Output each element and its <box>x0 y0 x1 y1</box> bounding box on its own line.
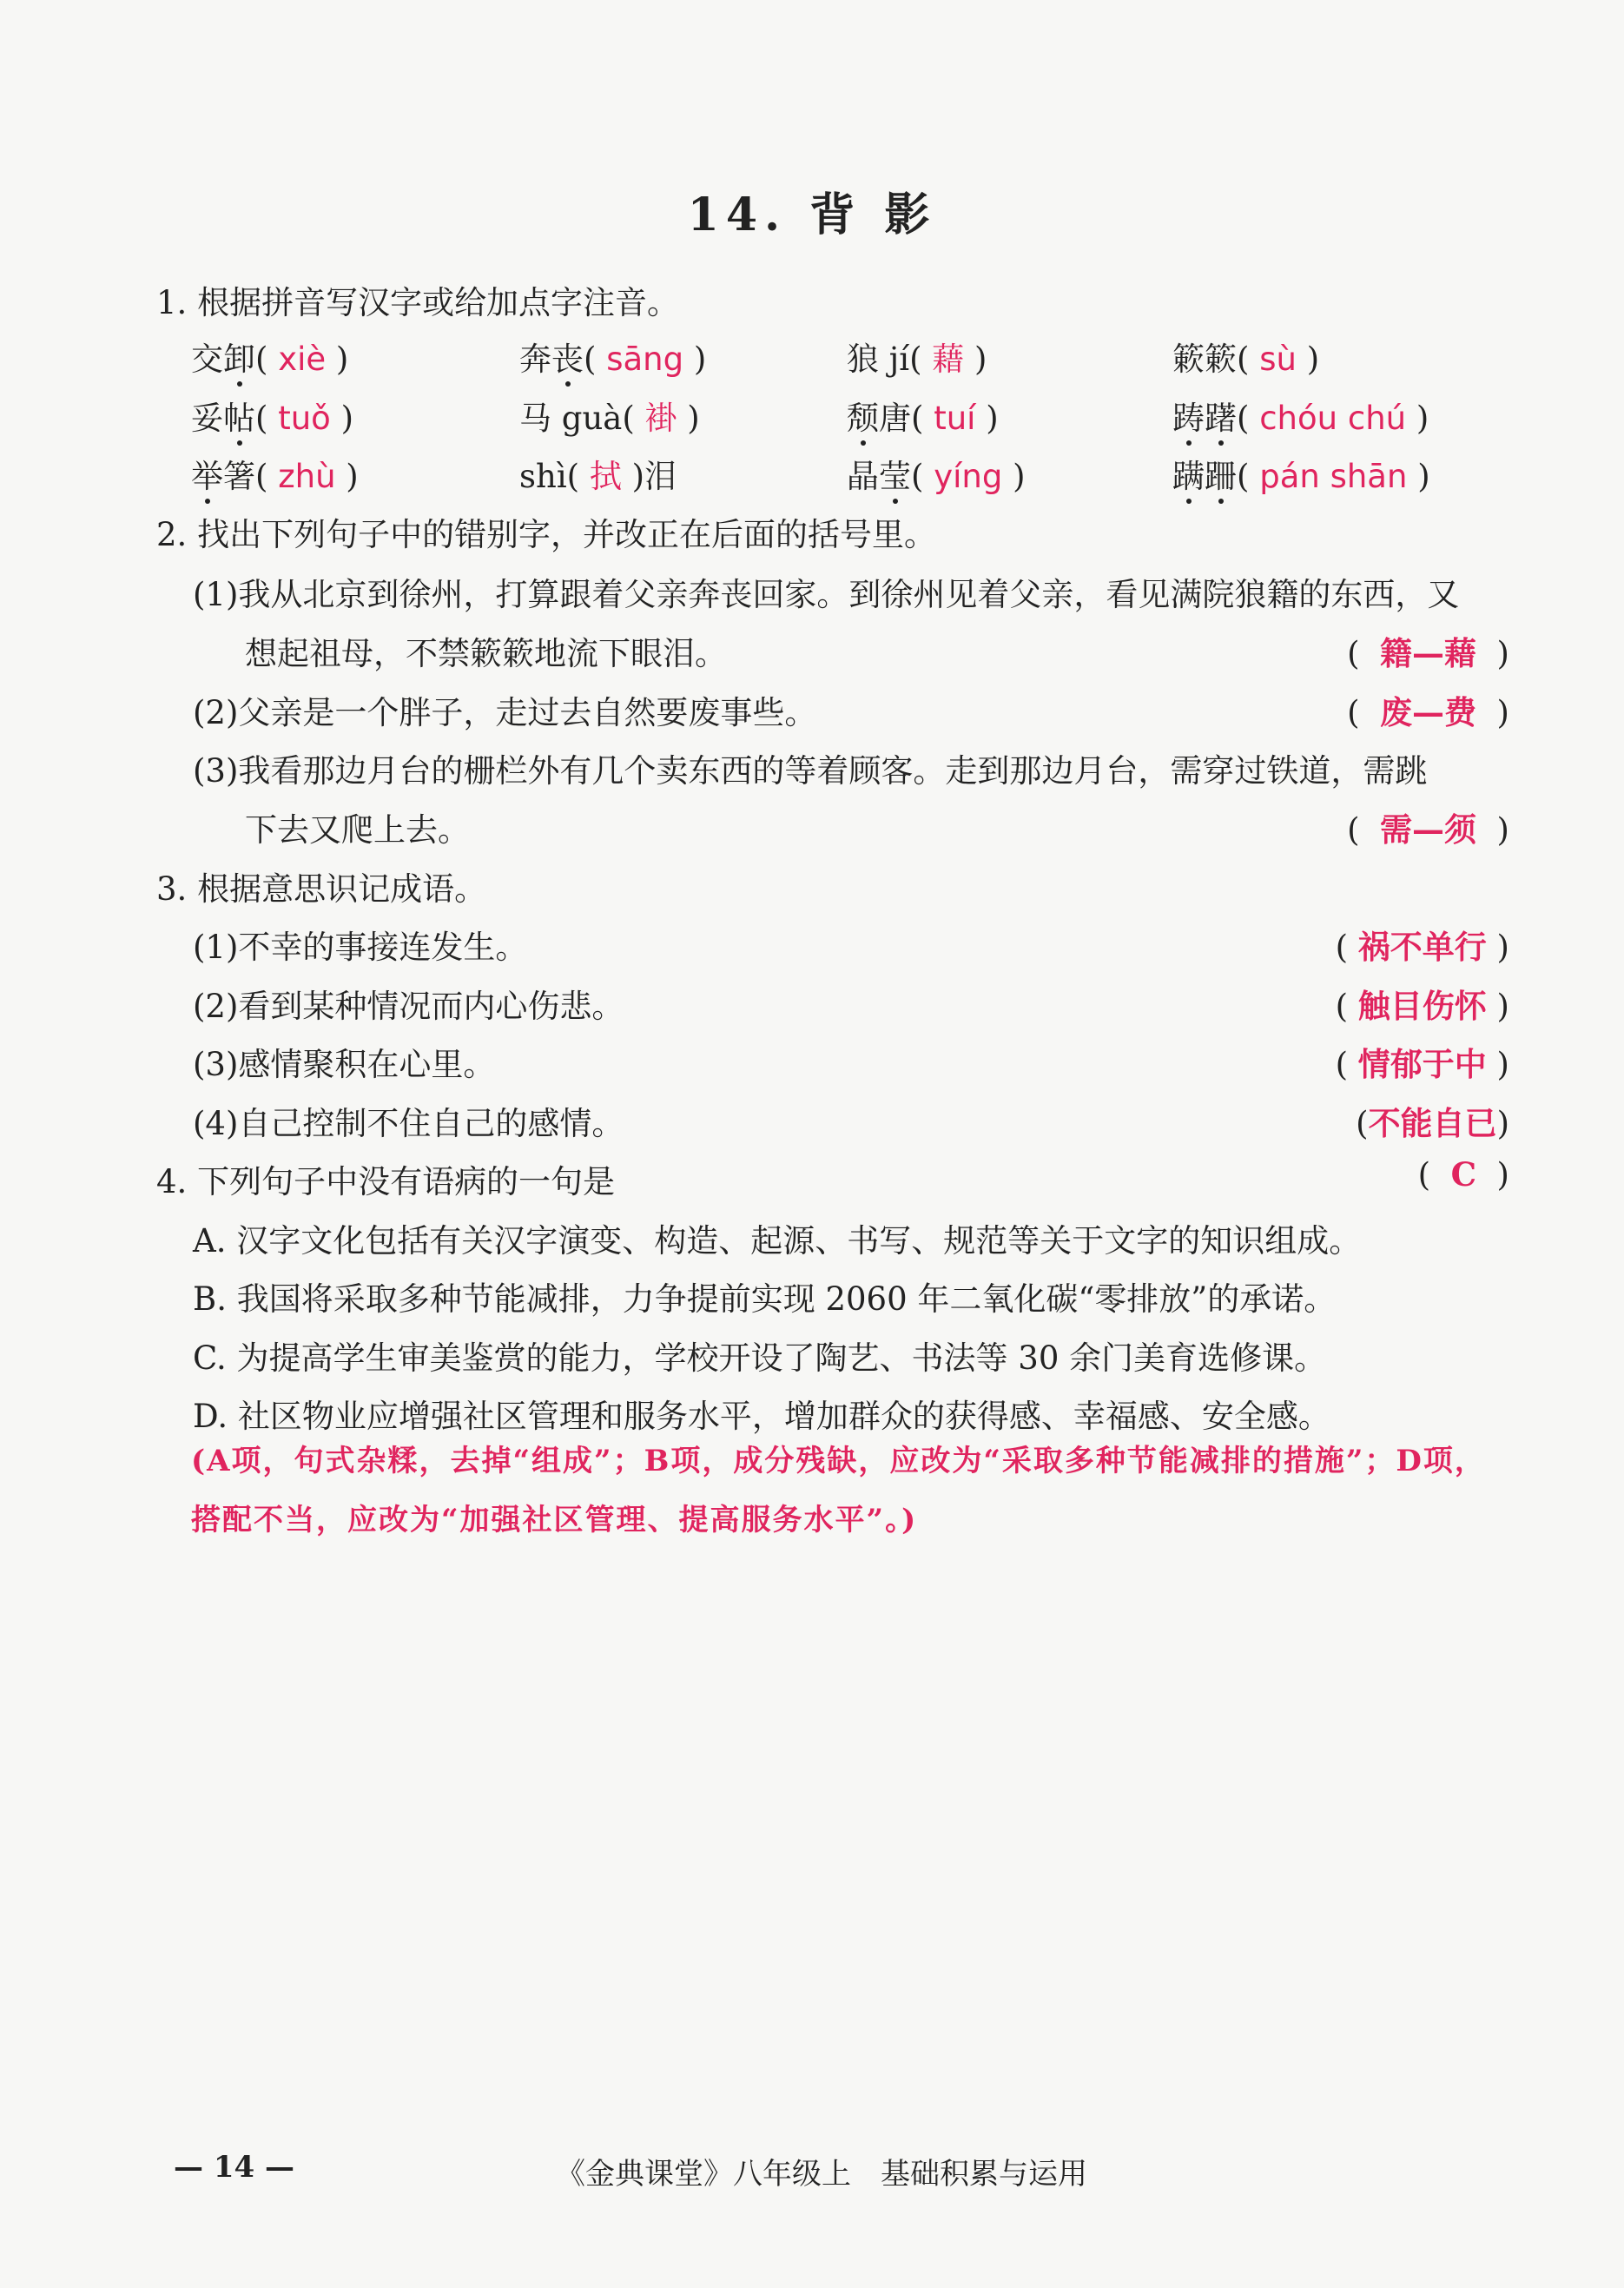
q1-text: 箸( <box>223 458 279 495</box>
q1-cell <box>1172 392 1429 439</box>
q3-item4-answer: (不能自已) <box>1356 1104 1509 1142</box>
q1-cell <box>847 333 987 380</box>
q4-option-b: B. 我国将采取多种节能减排，力争提前实现 2060 年二氧化碳“零排放”的承诺。 <box>193 1280 1337 1318</box>
q2-item3-answer: ( 需—须 ) <box>1347 810 1509 849</box>
page-title: 14. 背 影 <box>687 188 937 241</box>
q1-text: ) <box>677 400 700 437</box>
q1-cell <box>519 333 706 380</box>
q1-text: ( <box>255 341 279 378</box>
q1-text: 奔 <box>519 341 551 378</box>
q2-heading: 2. 找出下列句子中的错别字，并改正在后面的括号里。 <box>156 516 937 553</box>
q1-answer: sù <box>1259 341 1297 378</box>
q1-answer: sāng <box>606 341 684 378</box>
q4-option-a: A. 汉字文化包括有关汉字演变、构造、起源、书写、规范等关于文字的知识组成。 <box>193 1222 1362 1260</box>
dotted-char: 举 <box>191 458 223 495</box>
q1-text: ( <box>1237 400 1260 437</box>
q4-option-c: C. 为提高学生审美鉴赏的能力，学校开设了陶艺、书法等 30 余门美育选修课。 <box>193 1339 1327 1377</box>
q3-item1: (1)不幸的事接连发生。 <box>193 929 528 966</box>
q1-text: 妥 <box>191 400 223 437</box>
q2-item1-line2: 想起祖母，不禁簌簌地流下眼泪。 <box>245 635 727 672</box>
q1-answer: zhù <box>278 458 336 495</box>
q1-text: 交 <box>191 341 223 378</box>
q1-text: ) <box>1407 458 1430 495</box>
q1-dotted-chars <box>551 341 584 378</box>
dotted-char: 跚 <box>1205 458 1237 495</box>
q1-text: 簌簌 <box>1172 341 1237 378</box>
q1-text: ( <box>584 341 607 378</box>
q4-heading: 4. 下列句子中没有语病的一句是 <box>156 1163 616 1200</box>
q1-text: ) <box>964 341 987 378</box>
q1-text: 狼 jí( <box>847 341 933 378</box>
q1-cell <box>847 450 1026 497</box>
q1-dotted-chars <box>879 458 911 495</box>
q1-text: ) <box>326 341 349 378</box>
q1-cell <box>1172 333 1319 380</box>
q1-text: ) <box>330 400 354 437</box>
q4-explanation: (A项，句式杂糅，去掉“组成”；B项，成分残缺，应改为“采取多种节能减排的措施”；D项，搭配不当，应改为“加强社区管理、提高服务水平”。) <box>191 1444 1486 1537</box>
q1-cell <box>191 392 353 439</box>
q1-text: ) <box>975 400 999 437</box>
q1-answer: xiè <box>278 341 327 378</box>
q2-item2-line1: (2)父亲是一个胖子，走过去自然要废事些。 <box>193 694 817 731</box>
dotted-char: 蹒 <box>1172 458 1205 495</box>
q1-text: ) <box>335 458 359 495</box>
q1-row-3 <box>191 450 1528 506</box>
q1-dotted-chars <box>847 400 879 437</box>
page-number: — 14 — <box>174 2150 294 2185</box>
dotted-char: 莹 <box>879 458 911 495</box>
q3-item4: (4)自己控制不住自己的感情。 <box>193 1105 624 1142</box>
dotted-char: 踌 <box>1172 400 1205 437</box>
q2-item1-answer: ( 籍—藉 ) <box>1347 634 1509 672</box>
q1-text: ( <box>1237 458 1260 495</box>
q1-dotted-chars <box>1172 400 1237 437</box>
dotted-char: 躇 <box>1205 400 1237 437</box>
q1-cell <box>191 450 359 497</box>
q1-answer: pán shān <box>1259 458 1408 495</box>
q1-text: ( <box>911 458 934 495</box>
q3-item3: (3)感情聚积在心里。 <box>193 1046 496 1083</box>
dotted-char: 丧 <box>551 341 584 378</box>
q1-cell <box>191 333 348 380</box>
q1-answer: chóu chú <box>1259 400 1407 437</box>
q1-cell <box>847 392 999 439</box>
q1-row-1 <box>191 333 1528 388</box>
q1-text: )泪 <box>621 458 677 495</box>
q3-item2: (2)看到某种情况而内心伤悲。 <box>193 988 624 1025</box>
q1-text: ) <box>1296 341 1320 378</box>
q2-item1-line1: (1)我从北京到徐州，打算跟着父亲奔丧回家。到徐州见着父亲，看见满院狼籍的东西，又 <box>193 576 1460 613</box>
q1-text: ) <box>1002 458 1026 495</box>
q1-dotted-chars <box>223 400 255 437</box>
q4-option-d: D. 社区物业应增强社区管理和服务水平，增加群众的获得感、幸福感、安全感。 <box>193 1398 1330 1435</box>
q1-cell <box>1172 450 1430 497</box>
q1-answer: 藉 <box>932 341 965 378</box>
q1-text: 唐( <box>879 400 934 437</box>
q3-item2-answer: ( 触目伤怀 ) <box>1335 987 1509 1025</box>
q1-text: ( <box>255 400 279 437</box>
q1-dotted-chars <box>1172 458 1237 495</box>
q1-answer: 褂 <box>644 400 677 437</box>
q1-text: ) <box>1406 400 1429 437</box>
q1-heading: 1. 根据拼音写汉字或给加点字注音。 <box>156 284 680 321</box>
q1-cell <box>519 450 677 497</box>
q1-answer: 拭 <box>589 458 622 495</box>
q1-text: ) <box>683 341 707 378</box>
q1-text: shì( <box>519 458 590 495</box>
q2-item2-answer: ( 废—费 ) <box>1347 693 1509 731</box>
dotted-char: 帖 <box>223 400 255 437</box>
q1-text: ( <box>1237 341 1260 378</box>
dotted-char: 颓 <box>847 400 879 437</box>
q1-answer: tuǒ <box>278 400 331 437</box>
q1-answer: yíng <box>934 458 1003 495</box>
q2-item3-line2: 下去又爬上去。 <box>245 811 470 849</box>
q1-dotted-chars <box>191 458 223 495</box>
dotted-char: 卸 <box>223 341 255 378</box>
q3-item1-answer: ( 祸不单行 ) <box>1335 928 1509 966</box>
q1-answer: tuí <box>934 400 976 437</box>
q2-item3-line1: (3)我看那边月台的栅栏外有几个卖东西的等着顾客。走到那边月台，需穿过铁道，需跳 <box>193 752 1428 790</box>
q1-cell <box>519 392 700 439</box>
q4-answer: ( C ) <box>1417 1155 1509 1194</box>
q1-row-2 <box>191 392 1528 447</box>
q3-heading: 3. 根据意思识记成语。 <box>156 870 487 908</box>
q3-item3-answer: ( 情郁于中 ) <box>1335 1045 1509 1083</box>
book-title: 《金典课堂》八年级上 基础积累与运用 <box>556 2157 1087 2192</box>
q1-dotted-chars <box>223 341 255 378</box>
q1-text: 晶 <box>847 458 879 495</box>
q1-text: 马 guà( <box>519 400 645 437</box>
